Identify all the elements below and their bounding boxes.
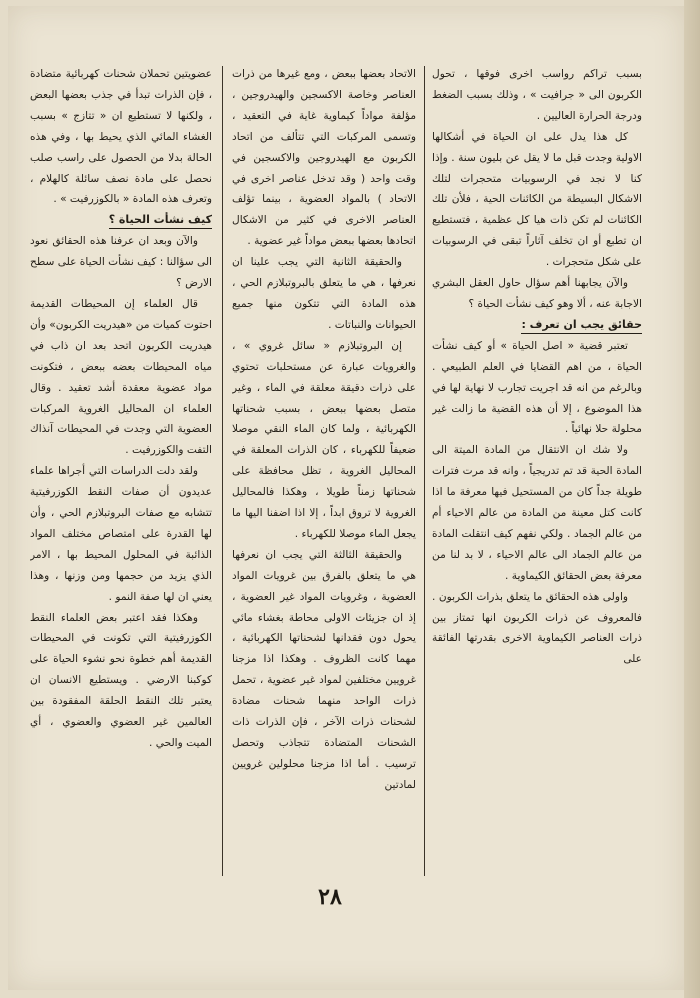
paragraph: الاتحاد بعضها ببعض ، ومع غيرها من ذرات العناصر وخاصة الاكسجين والهيدروجين ، مؤلفة مواداً كيماوية غاية في التعقيد ، وتسمى المركبات التي تتألف من اتحاد الكربون مع الهيدروجين والاكسجين في وقت واحد ( وقد تدخل عناصر اخرى في الاتحاد ) بالمواد العضوية ، بينما تؤلف العناصر الاخرى في كثير من الاشكال اتحادها بعضها ببعض مواداً غير عضوية .	[232, 68, 416, 248]
paragraph: بسبب تراكم رواسب اخرى فوقها ، تحول الكربون الى « جرافيت » ، وذلك بسبب الضغط ودرجة الحرارة العاليين .	[432, 68, 642, 122]
paragraph: والآن يجابهنا أهم سؤال حاول العقل البشري الاجابة عنه ، ألا وهو كيف نشأت الحياة ؟	[432, 277, 642, 310]
paragraph: عضويتين تحملان شحنات كهربائية متضادة ، فإن الذرات تبدأ في جذب بعضها البعض ، ولكنها لا تستطيع ان « تتازج » بسبب الغشاء المائي الذي يحيط بها ، وفي هذه الحالة بدلا من الحصول على راسب صلب نحصل على مادة نصف سائلة كالهلام ، وتعرف هذه المادة « بالكوزرفيت » .	[30, 68, 212, 206]
paragraph: والحقيقة الثانية التي يجب علينا ان نعرفها ، هي ما يتعلق بالبروتبلازم الحي ، هذه المادة التي تتكون منها جميع الحيوانات والنباتات .	[232, 256, 416, 331]
column-divider	[424, 66, 425, 876]
paragraph: واولى هذه الحقائق ما يتعلق بذرات الكربون . فالمعروف عن ذرات الكربون انها تمتاز بين ذرات العناصر الكيماوية الاخرى بقدرتها الفائقة على	[432, 590, 642, 666]
column-left	[30, 64, 212, 874]
section-heading: حقائق يجب ان تعرف :	[521, 316, 642, 334]
paragraph: وهكذا فقد اعتبر بعض العلماء النقط الكوزرفيتية التي تكونت في المحيطات القديمة أهم خطوة نحو نشوء الحياة على كوكبنا الارضي . ويستطيع الانسان ان يعتبر تلك النقط الحلقة المفقودة بين العالمين غير العضوي والعضوي ، أي الميت والحي .	[30, 611, 212, 749]
section-heading: كيف نشأت الحياة ؟	[109, 211, 212, 229]
paragraph: ولقد دلت الدراسات التي أجراها علماء عديدون أن صفات النقط الكوزرفيتية تتشابه مع صفات البروتبلازم الحي ، وأن لها القدرة على امتصاص مختلف المواد الذائبة في المحلول المحيط بها ، الامر الذي يزيد من حجمها ومن وزنها ، وهذا يعني ان لها صفة النمو .	[30, 465, 212, 603]
page-binding-edge	[684, 0, 700, 998]
paragraph: تعتبر قضية « اصل الحياة » أو كيف نشأت الحياة ، من اهم القضايا في العلم الطبيعي . وبالرغم من انه قد اجريت تجارب لا نهاية لها في هذا الموضوع ، إلا أن هذه القضية ما زالت غير محلولة حلا نهائياً .	[432, 339, 642, 436]
paragraph: كل هذا يدل على ان الحياة في أشكالها الاولية وجدت قبل ما لا يقل عن بليون سنة . وإذا كنا لا نجد في الرسوبيات متحجرات لتلك الاشكال البسيطة من الكائنات الحية ، فلأن تلك الكائنات لم تكن ذات هيا كل عظمية ، فتستطيع ان تطبع أو ان تخلف آثاراً تبقى في الرسوبيات على شكل متحجرات .	[432, 130, 642, 269]
column-right	[432, 64, 642, 874]
page-number: ٢٨	[318, 884, 342, 910]
paragraph: قال العلماء إن المحيطات القديمة احتوت كميات من «هيدريت الكربون» وأن هيدريت الكربون اتحد بعد ان ذاب في مياه المحيطات بعضه ببعض ، فتكونت مواد عضوية معقدة أشد تعقيد . وقال العلماء ان المحاليل الغروية المركبات العضوية التي وجدت في المحيطات آنذاك التفت والكوزرفيت .	[30, 297, 212, 457]
paragraph: والحقيقة الثالثة التي يجب ان نعرفها هي ما يتعلق بالفرق بين غرويات المواد العضوية ، وغرويات المواد غير العضوية ، إذ ان جزيئات الاولى محاطة بغشاء مائي يحول دون فقدانها لشحناتها الكهربائية ، مهما كانت الظروف . وهكذا اذا مزجنا غرويين مختلفين لمواد غير عضوية ، تحمل ذرات الواحد منهما شحنات مضادة لشحنات ذرات الآخر ، فإن الذرات ذات الشحنات المتضادة تتجاذب وتحصل ترسيب . أما اذا مزجنا محلولين غرويين لمادتين	[232, 548, 416, 791]
paragraph: والآن وبعد ان عرفنا هذه الحقائق نعود الى سؤالنا : كيف نشأت الحياة على سطح الارض ؟	[30, 235, 212, 290]
column-divider	[222, 66, 223, 876]
column-middle	[232, 64, 416, 874]
paragraph: إن البروتبلازم « سائل غروي » ، والغرويات عبارة عن مستحلبات تحتوي على ذرات دقيقة معلقة في الماء ، وغير متصل بعضها ببعض ، بسبب شحناتها الكهربائية ، ولما كان الماء النقي موصلا ضعيفاً للكهرباء ، كان الذرات المعلقة في المحاليل الغروية ، تظل محافظة على شحناتها زمناً طويلا ، وهكذا فالمحاليل الغروية لا تروق ابداً ، إلا اذا اضفنا اليها ما يجعل الماء موصلا للكهرباء .	[232, 339, 416, 540]
paragraph: ولا شك ان الانتقال من المادة الميتة الى المادة الحية قد تم تدريجياً ، وانه قد مرت فترات طويلة جداً كان من المستحيل فيها معرفة ما اذا كانت كتل معينة من المادة من عالم الاحياء أم من عالم الجماد . ولكي نفهم كيف انتقلت المادة من عالم الجماد الى عالم الاحياء ، لا بد لنا من معرفة بعض الحقائق الكيماوية .	[432, 444, 642, 582]
